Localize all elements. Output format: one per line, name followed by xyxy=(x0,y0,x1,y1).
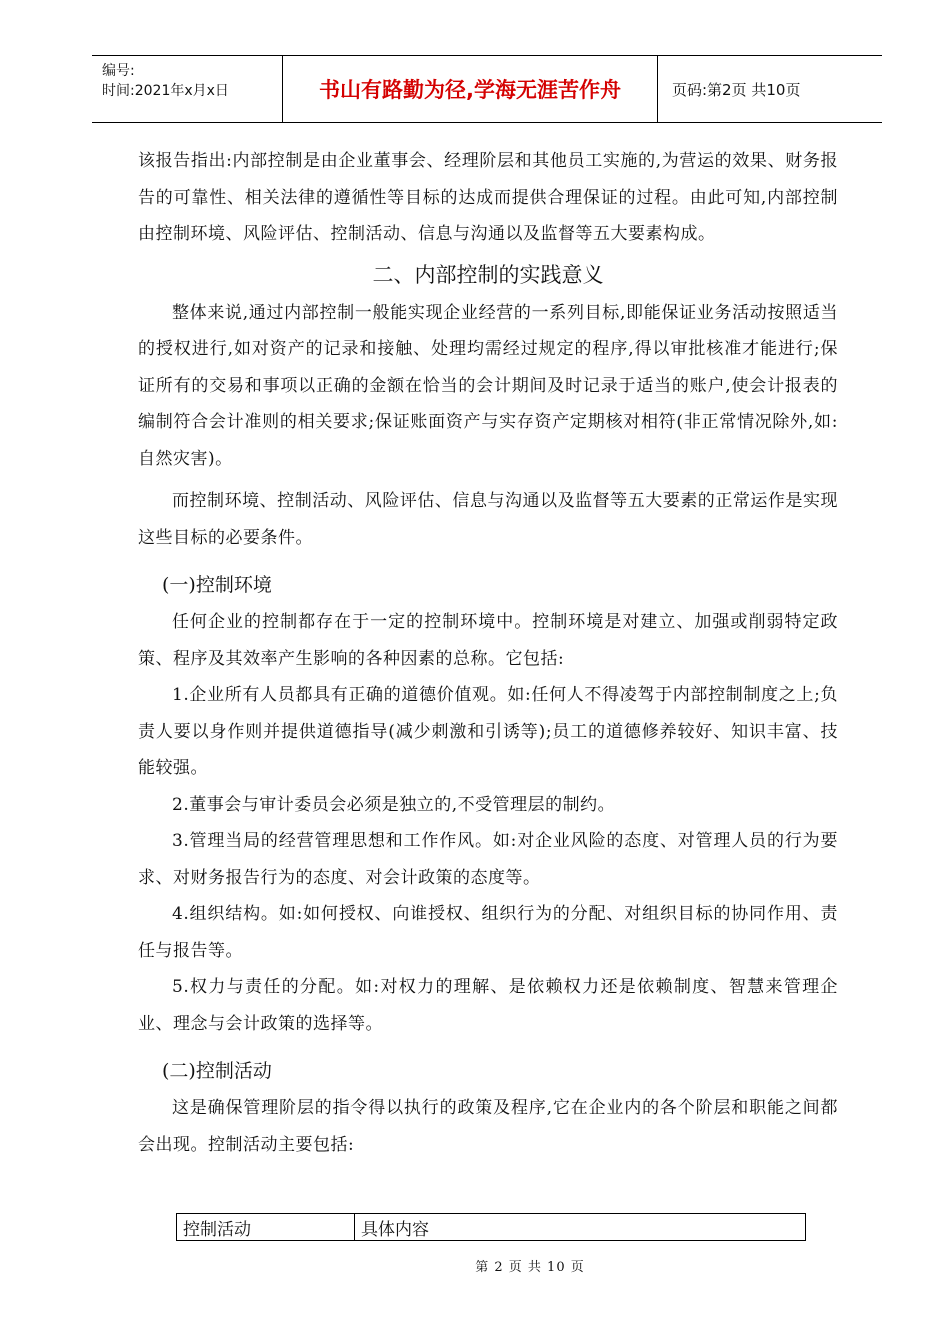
table-header-cell: 控制活动 xyxy=(177,1214,355,1241)
header-page-info: 页码:第2页 共10页 xyxy=(672,80,801,99)
subsection-control-activities: (二)控制活动 xyxy=(162,1060,272,1082)
paragraph-activities: 这是确保管理阶层的指令得以执行的政策及程序,它在企业内的各个阶层和职能之间都会出现。控制活动主要包括: xyxy=(138,1098,838,1155)
control-activities-table xyxy=(176,1213,806,1241)
document-body xyxy=(138,143,838,1163)
subsection-control-environment: (一)控制环境 xyxy=(162,574,272,596)
paragraph-conditions: 而控制环境、控制活动、风险评估、信息与沟通以及监督等五大要素的正常运作是实现这些目标的必要条件。 xyxy=(138,491,838,548)
list-item: 3.管理当局的经营管理思想和工作作风。如:对企业风险的态度、对管理人员的行为要求、对财务报告行为的态度、对会计政策的态度等。 xyxy=(138,831,838,888)
table-row xyxy=(177,1214,806,1241)
header-meta xyxy=(92,56,283,122)
page-header xyxy=(92,55,882,123)
page-footer: 第 2 页 共 10 页 xyxy=(475,1260,585,1275)
paragraph-definition: 该报告指出:内部控制是由企业董事会、经理阶层和其他员工实施的,为营运的效果、财务报告的可靠性、相关法律的遵循性等目标的达成而提供合理保证的过程。由此可知,内部控制由控制环境、风险评估、控制活动、信息与沟通以及监督等五大要素构成。 xyxy=(138,151,838,244)
header-motto: 书山有路勤为径,学海无涯苦作舟 xyxy=(283,56,658,122)
list-item: 5.权力与责任的分配。如:对权力的理解、是依赖权力还是依赖制度、智慧来管理企业、理念与会计政策的选择等。 xyxy=(138,977,838,1034)
section-title: 二、内部控制的实践意义 xyxy=(372,262,604,287)
number-label: 编号: xyxy=(102,63,135,79)
time-label: 时间:2021年x月x日 xyxy=(102,83,229,99)
list-item: 1.企业所有人员都具有正确的道德价值观。如:任何人不得凌驾于内部控制制度之上;负责人要以身作则并提供道德指导(减少刺激和引诱等);员工的道德修养较好、知识丰富、技能较强。 xyxy=(138,685,838,778)
list-item: 2.董事会与审计委员会必须是独立的,不受管理层的制约。 xyxy=(172,794,616,815)
paragraph-environment: 任何企业的控制都存在于一定的控制环境中。控制环境是对建立、加强或削弱特定政策、程序及其效率产生影响的各种因素的总称。它包括: xyxy=(138,612,838,669)
list-item: 4.组织结构。如:如何授权、向谁授权、组织行为的分配、对组织目标的协同作用、责任与报告等。 xyxy=(138,904,838,961)
paragraph-objectives: 整体来说,通过内部控制一般能实现企业经营的一系列目标,即能保证业务活动按照适当的授权进行,如对资产的记录和接触、处理均需经过规定的程序,得以审批核准才能进行;保证所有的交易和事项以正确的金额在恰当的会计期间及时记录于适当的账户,使会计报表的编制符合会计准则的相关要求;保证账面资产与实存资产定期核对相符(非正常情况除外,如:自然灾害)。 xyxy=(138,302,838,469)
table-header-cell: 具体内容 xyxy=(355,1214,806,1241)
